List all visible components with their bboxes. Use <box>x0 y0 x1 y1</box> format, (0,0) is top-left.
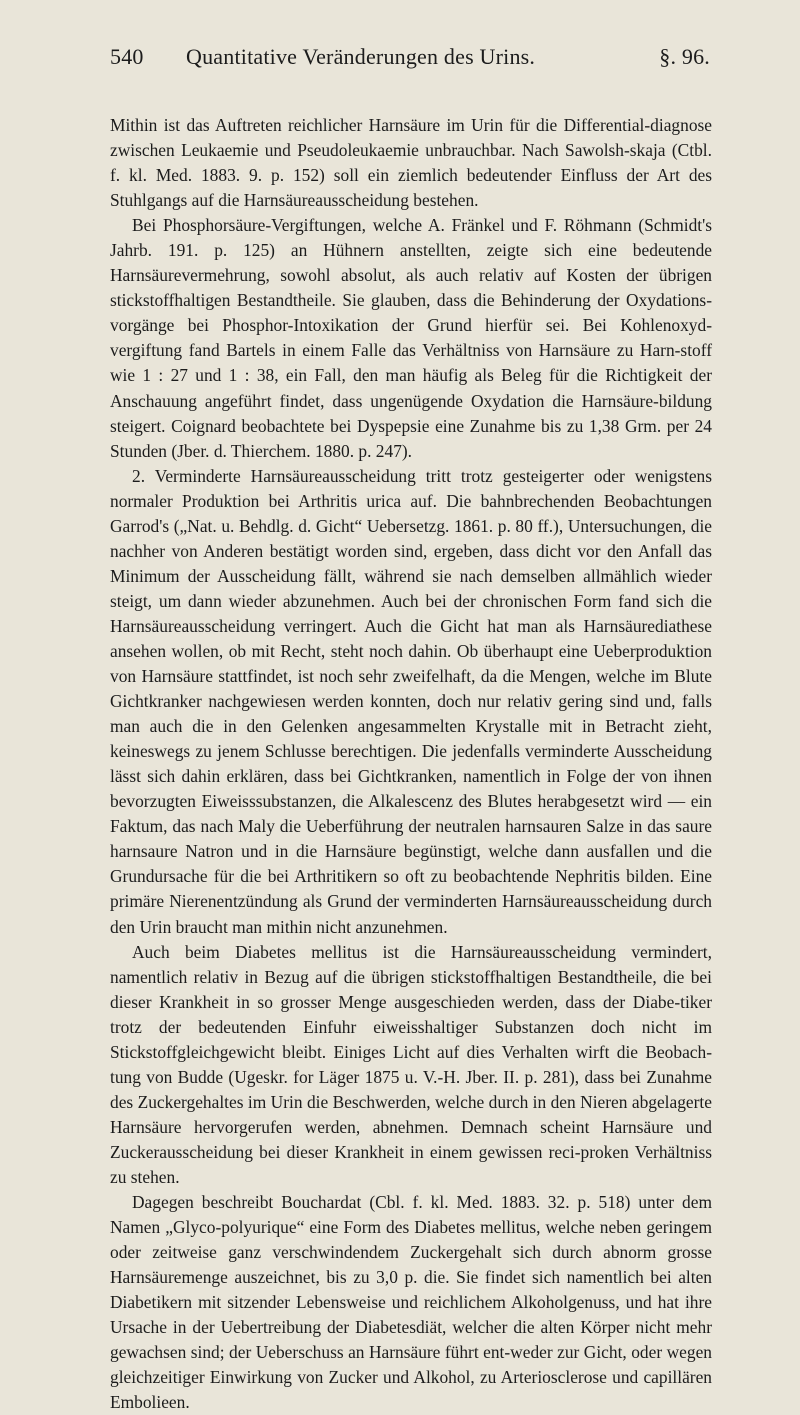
page-number: 540 <box>110 44 144 69</box>
body-text <box>110 113 712 1415</box>
running-title: Quantitative Veränderungen des Urins. <box>186 44 536 69</box>
paragraph-phosphorus-poisoning: Bei Phosphorsäure-Vergiftungen, welche A. Fränkel und F. Röhmann (Schmidt's Jahrb. 191. p. 125) an Hühnern anstellten, zeigte sich eine bedeutende Harnsäurevermehrung, sowohl absolut, als auch relativ auf Kosten der übrigen stickstoffhaltigen Bestandtheile. Sie glauben, dass die Behinderung der Oxydations-vorgänge bei Phosphor-Intoxikation der Grund hierfür sei. Bei Kohlenoxyd-vergiftung fand Bartels in einem Falle das Verhältniss von Harnsäure zu Harn-stoff wie 1 : 27 und 1 : 38, ein Fall, den man häufig als Beleg für die Richtigkeit der Anschauung angeführt findet, dass ungenügende Oxydation die Harnsäure-bildung steigert. Coignard beobachtete bei Dyspepsie eine Zunahme bis zu 1,38 Grm. per 24 Stunden (Jber. d. Thierchem. 1880. p. 247). <box>110 215 712 461</box>
page-header <box>110 44 710 84</box>
paragraph-glyco-polyurique: Dagegen beschreibt Bouchardat (Cbl. f. kl. Med. 1883. 32. p. 518) unter dem Namen „Glyco-polyurique“ eine Form des Diabetes mellitus, welche neben geringem oder zeitweise ganz verschwindendem Zuckergehalt sich durch abnorm grosse Harnsäuremenge auszeichnet, bis zu 3,0 p. die. Sie findet sich namentlich bei alten Diabetikern mit sitzender Lebensweise und reichlichem Alkoholgenuss, und hat ihre Ursache in der Uebertreibung der Diabetesdiät, welcher die alten Körper nicht mehr gewachsen sind; der Ueberschuss an Harnsäure führt ent-weder zur Gicht, oder wegen gleichzeitiger Einwirkung von Zucker und Alkohol, zu Arteriosclerose und capillären Embolieen. <box>110 1192 712 1413</box>
section-number: §. 96. <box>659 44 710 69</box>
paragraph-reduced-excretion-arthritis: 2. Verminderte Harnsäureausscheidung tritt trotz gesteigerter oder wenigstens normaler Produktion bei Arthritis urica auf. Die bahnbrechenden Beobachtungen Garrod's („Nat. u. Behdlg. d. Gicht“ Uebersetzg. 1861. p. 80 ff.), Untersuchungen, die nachher von Anderen bestätigt worden sind, ergeben, dass dicht vor den Anfall das Minimum der Ausscheidung fällt, während sie nach demselben allmählich wieder steigt, um dann wieder abzunehmen. Auch bei der chronischen Form fand sich die Harnsäureausscheidung verringert. Auch die Gicht hat man als Harnsäurediathese ansehen wollen, ob mit Recht, steht noch dahin. Ob überhaupt eine Ueberproduktion von Harnsäure stattfindet, ist noch sehr zweifelhaft, da die Mengen, welche im Blute Gichtkranker nachgewiesen werden konnten, doch nur relativ gering sind und, falls man auch die in den Gelenken angesammelten Krystalle mit in Betracht zieht, keineswegs zu jenem Schlusse berechtigen. Die jedenfalls verminderte Ausscheidung lässt sich dahin erklären, dass bei Gichtkranken, namentlich in Folge der von ihnen bevorzugten Eiweisssubstanzen, die Alkalescenz des Blutes herabgesetzt wird — ein Faktum, das nach Maly die Ueberführung der neutralen harnsauren Salze in das saure harnsaure Natron und in die Harnsäure begünstigt, welche dann ausfallen und die Grundursache für die bei Arthritikern so oft zu beobachtende Nephritis bilden. Eine primäre Nierenentzündung als Grund der verminderten Harnsäureausscheidung durch den Urin braucht man mithin nicht anzunehmen. <box>110 465 712 937</box>
paragraph-differential-diagnosis: Mithin ist das Auftreten reichlicher Harnsäure im Urin für die Differential-diagnose zwischen Leukaemie und Pseudoleukaemie unbrauchbar. Nach Sawolsh-skaja (Ctbl. f. kl. Med. 1883. 9. p. 152) soll ein ziemlich bedeutender Einfluss der Art des Stuhlgangs auf die Harnsäureausscheidung bestehen. <box>110 115 712 211</box>
paragraph-diabetes-mellitus: Auch beim Diabetes mellitus ist die Harnsäureausscheidung vermindert, namentlich relativ in Bezug auf die übrigen stickstoffhaltigen Bestandtheile, die bei dieser Krankheit in so grosser Menge ausgeschieden werden, dass der Diabe-tiker trotz der bedeutenden Einfuhr eiweisshaltiger Substanzen doch nicht im Stickstoffgleichgewicht bleibt. Einiges Licht auf dies Verhalten wirft die Beobach-tung von Budde (Ugeskr. for Läger 1875 u. V.-H. Jber. II. p. 281), dass bei Zunahme des Zuckergehaltes im Urin die Beschwerden, welche durch in den Nieren abgelagerte Harnsäure hervorgerufen werden, abnehmen. Demnach scheint Harnsäure und Zuckerausscheidung bei dieser Krankheit in einem gewissen reci-proken Verhältniss zu stehen. <box>110 941 712 1187</box>
